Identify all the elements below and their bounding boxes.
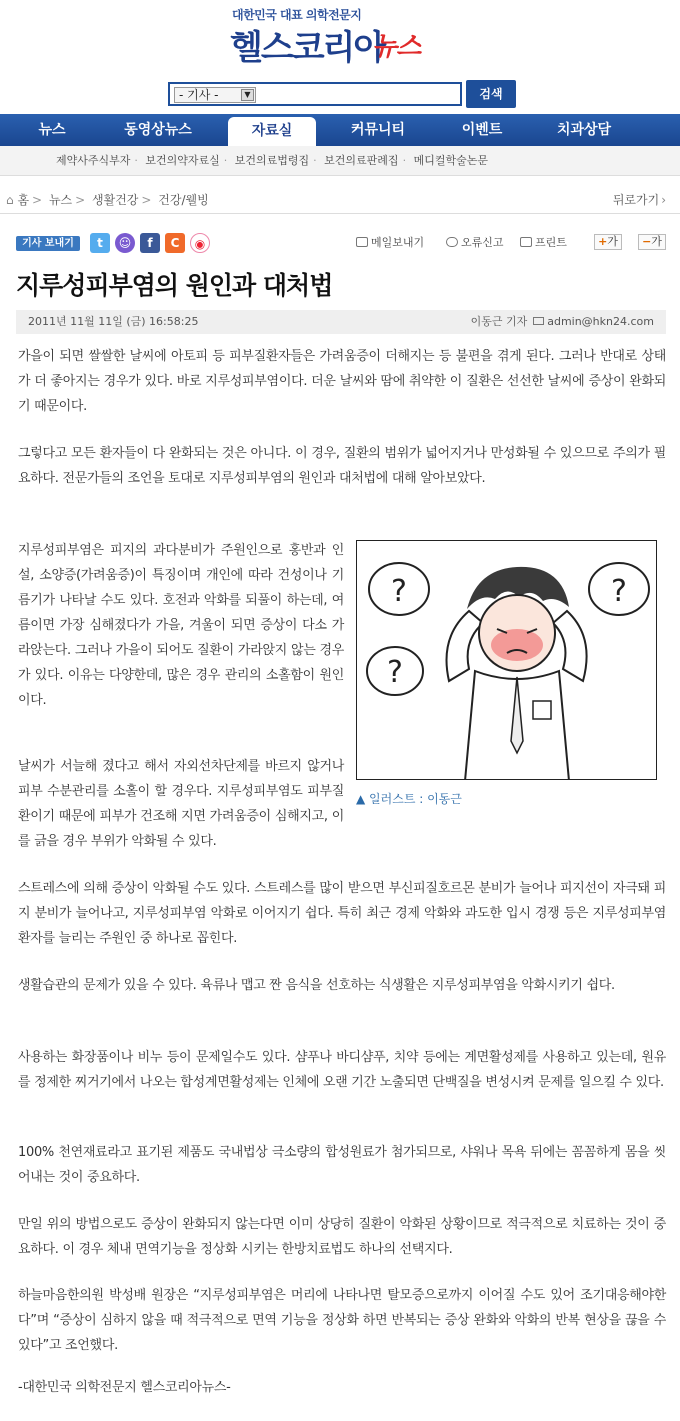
site-logo-news[interactable]: 뉴스 — [372, 32, 421, 62]
search-box — [168, 82, 462, 106]
nav-item-archive[interactable]: 자료실 — [228, 117, 316, 146]
article-paragraph: 날씨가 서늘해 졌다고 해서 자외선차단제를 바르지 않거나 피부 수분관리를 소홀이 할 경우다. 지루성피부염도 피부질환이기 때문에 피부가 건조해 지면 가려움증이 심해지고, 이를 긁을 경우 부위가 악화될 수 있다. — [18, 759, 344, 849]
email-tool[interactable] — [356, 235, 424, 251]
yozm-icon[interactable]: ◉ — [190, 233, 210, 253]
chevron-down-icon[interactable]: ▼ — [241, 89, 254, 101]
report-error-label: 오류신고 — [461, 236, 504, 249]
article-paragraph: 생활습관의 문제가 있을 수 있다. 육류나 맵고 짠 음식을 선호하는 식생활은 지루성피부염을 악화시키기 쉽다. — [18, 978, 615, 993]
article-toolbar — [0, 230, 680, 256]
home-icon[interactable]: ⌂ — [6, 193, 14, 207]
font-decrease-label: 가 — [651, 235, 662, 248]
subnav-separator: · — [134, 154, 138, 167]
nav-item-dental-consult[interactable]: 치과상담 — [556, 122, 612, 138]
chevron-right-icon: > — [75, 193, 86, 207]
nav-item-video-news[interactable]: 동영상뉴스 — [124, 122, 192, 138]
article-paragraph: 그렇다고 모든 환자들이 다 완화되는 것은 아니다. 이 경우, 질환의 범위가 넓어지거나 만성화될 수 있으므로 주의가 필요하다. 전문가들의 조언을 토대로 지루성피부염의 원인과 대처법에 대해 알아보았다. — [18, 446, 666, 486]
site-logo[interactable]: 헬스코리아 — [230, 28, 385, 68]
breadcrumb — [0, 186, 680, 214]
nav-item-news[interactable]: 뉴스 — [38, 122, 66, 138]
nav-item-community[interactable]: 커뮤니티 — [350, 122, 406, 138]
article-paragraph: 지루성피부염은 피지의 과다분비가 주원인으로 홍반과 인설, 소양증(가려움증)이 특징이며 개인에 따라 건성이나 기름기가 나타날 수도 있다. 호전과 악화를 되풀이 하는데, 여름이면 가장 심해졌다가 가을, 겨울이 되면 증상이 다소 가라앉는다. 그러나 가을이 되어도 질환이 가라앉지 않는 경우가 있다. 이유는 다양한데, 많은 경우 관리의 소홀함이 원인이다. — [18, 543, 344, 708]
article-byline — [471, 310, 654, 334]
print-tool[interactable] — [520, 235, 567, 251]
subnav-item[interactable]: 메디컬학술논문 — [413, 154, 488, 167]
font-increase-button[interactable] — [594, 234, 622, 250]
alert-icon — [446, 237, 458, 247]
article-paragraph: 만일 위의 방법으로도 증상이 완화되지 않는다면 이미 상당히 질환이 악화된 상황이므로 적극적으로 치료하는 것이 중요하다. 이 경우 체내 면역기능을 정상화 시키는 한방치료법도 하나의 선택지다. — [18, 1217, 666, 1257]
subnav-separator: · — [313, 154, 317, 167]
search-button[interactable]: 검색 — [466, 80, 516, 108]
svg-text:?: ? — [391, 574, 407, 609]
print-icon — [520, 237, 532, 247]
svg-text:?: ? — [611, 574, 627, 609]
mail-icon — [356, 237, 368, 247]
breadcrumb-items — [6, 186, 209, 214]
article-paragraph: 스트레스에 의해 증상이 악화될 수도 있다. 스트레스를 많이 받으면 부신피질호르몬 분비가 늘어나 피지선이 자극돼 피지 분비가 늘어나고, 지루성피부염 악화로 이어지기 쉽다. 특히 최근 경제 악화와 과도한 입시 경쟁 등은 지루성피부염 환자를 늘리는 주원인 중 하나로 꼽힌다. — [18, 881, 666, 946]
report-error-tool[interactable] — [446, 235, 504, 251]
plus-icon: + — [598, 235, 608, 248]
breadcrumb-news[interactable]: 뉴스 — [48, 193, 73, 207]
search-category-value: - 기사 - — [179, 88, 219, 102]
breadcrumb-home[interactable]: 홈 — [17, 193, 30, 207]
scratching-head-illustration — [357, 541, 657, 780]
font-increase-label: 가 — [607, 235, 618, 248]
article-meta — [16, 310, 666, 334]
article-paragraph: 하늘마음한의원 박성배 원장은 “지루성피부염은 머리에 나타나면 탈모증으로까지 이어질 수도 있어 조기대응해야한다”며 “증상이 심하지 않을 때 적극적으로 면역 기능을 정상화 하면 반복되는 증상 완화와 악화의 반복 현상을 끊을 수 있다”고 조언했다. — [18, 1288, 666, 1353]
illustration-image — [356, 540, 657, 780]
send-article-badge: 기사 보내기 — [16, 236, 80, 251]
search-input[interactable] — [258, 87, 458, 103]
print-label: 프린트 — [535, 236, 567, 249]
back-link-label: 뒤로가기 — [612, 193, 660, 207]
article-paragraph: 100% 천연재료라고 표기된 제품도 국내법상 극소량의 합성원료가 첨가되므로, 샤워나 목욕 뒤에는 꼼꼼하게 몸을 씻어내는 것이 중요하다. — [18, 1145, 666, 1185]
author-email[interactable]: admin@hkn24.com — [547, 315, 654, 328]
article-date: 2011년 11월 11일 (금) 16:58:25 — [28, 315, 199, 328]
article-paragraph: 사용하는 화장품이나 비누 등이 문제일수도 있다. 샴푸나 바디샴푸, 치약 등에는 계면활성제를 사용하고 있는데, 원유를 정제한 찌거기에서 나오는 합성계면활성제는 인체에 오랜 기간 노출되면 단백질을 변성시켜 문제를 일으킬 수 있다. — [18, 1050, 666, 1090]
email-tool-label: 메일보내기 — [371, 236, 425, 249]
main-nav — [0, 114, 680, 146]
article-title: 지루성피부염의 원인과 대처법 — [16, 271, 333, 300]
subnav-item[interactable]: 보건의료판례집 — [324, 154, 399, 167]
chevron-right-icon: > — [32, 193, 43, 207]
breadcrumb-life-health[interactable]: 생활건강 — [92, 193, 139, 207]
minus-icon: − — [642, 235, 652, 248]
site-tagline: 대한민국 대표 의학전문지 — [232, 8, 362, 22]
author-name: 이동근 기자 — [470, 315, 528, 328]
site-header — [0, 0, 680, 80]
facebook-icon[interactable]: f — [140, 233, 160, 253]
sub-nav — [0, 146, 680, 176]
font-decrease-button[interactable] — [638, 234, 666, 250]
chevron-right-icon: › — [661, 193, 666, 207]
twitter-icon[interactable]: t — [90, 233, 110, 253]
article-paragraph: 가을이 되면 쌀쌀한 날씨에 아토피 등 피부질환자들은 가려움증이 더해지는 등 불편을 겪게 된다. 그러나 반대로 상태가 더 좋아지는 경우가 있다. 바로 지루성피부염이다. 더운 날씨와 땀에 취약한 이 질환은 선선한 날씨에 증상이 완화되기 때문이다. — [18, 349, 666, 414]
chevron-right-icon: > — [141, 193, 152, 207]
illustration-caption: ▲ 일러스트 : 이동근 — [356, 792, 462, 806]
mail-icon — [533, 317, 544, 325]
me2day-icon[interactable]: ☺ — [115, 233, 135, 253]
svg-text:?: ? — [387, 655, 403, 690]
nav-item-event[interactable]: 이벤트 — [461, 122, 503, 138]
subnav-separator: · — [402, 154, 407, 167]
article-signoff: -대한민국 의학전문지 헬스코리아뉴스- — [18, 1380, 231, 1395]
subnav-item[interactable]: 보건의료법령집 — [234, 154, 310, 167]
search-category-select[interactable] — [174, 87, 256, 103]
cyworld-icon[interactable]: C — [165, 233, 185, 253]
breadcrumb-wellbeing[interactable]: 건강/웰빙 — [158, 193, 209, 207]
subnav-item[interactable]: 제약사주식부자 — [56, 154, 131, 167]
subnav-separator: · — [223, 154, 228, 167]
back-link[interactable] — [613, 186, 666, 214]
subnav-item[interactable]: 보건의약자료실 — [145, 154, 220, 167]
